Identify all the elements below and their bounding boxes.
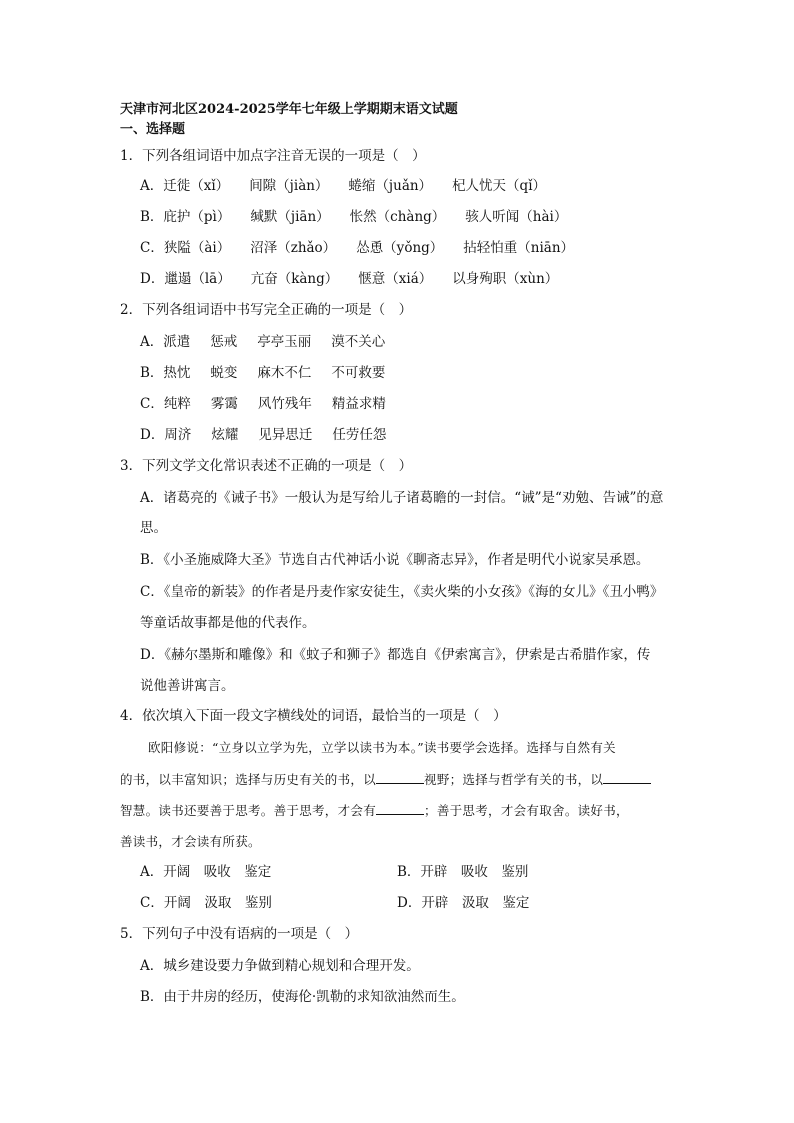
q1-option-c [140, 238, 574, 258]
option-term: 惬意（xiá） [358, 271, 433, 287]
passage-text: ；善于思考，才会有取舍。读好书， [424, 803, 629, 818]
option-term: 麻木不仁 [257, 365, 312, 381]
option-term: C．狭隘（ài） [140, 240, 231, 256]
q5-option-b: B．由于井房的经历，使海伦·凯勒的求知欲油然而生。 [140, 989, 465, 1005]
q3-option-b: B．《小圣施威降大圣》节选自古代神话小说《聊斋志异》，作者是明代小说家吴承恩。 [140, 552, 650, 568]
option-term: 拈轻怕重（niān） [463, 240, 575, 256]
option-term: 不可救要 [331, 365, 386, 381]
q3-option-c-line1: C．《皇帝的新装》的作者是丹麦作家安徒生，《卖火柴的小女孩》《海的女儿》《丑小鸭》 [140, 584, 664, 600]
q4-option-c: C．开阔 汲取 鉴别 [140, 895, 272, 911]
option-term: 缄默（jiān） [250, 209, 330, 225]
option-term: C．纯粹 [140, 396, 191, 412]
q4-option-d: D．开辟 汲取 鉴定 [397, 895, 530, 911]
section-heading: 一、选择题 [120, 122, 186, 137]
exam-title: 天津市河北区2024-2025学年七年级上学期期末语文试题 [120, 102, 458, 117]
option-term: 以身殉职（xùn） [452, 271, 559, 287]
q3-option-c-line2: 等童话故事都是他的代表作。 [140, 615, 316, 631]
q3-option-a-line1: A．诸葛亮的《诫子书》一般认为是写给儿子诸葛瞻的一封信。“诫”是“劝勉、告诫”的意 [140, 490, 664, 506]
option-term: 炫耀 [211, 427, 239, 443]
option-term: 蜕变 [210, 365, 238, 381]
fill-blank-2 [603, 771, 651, 784]
q3-option-d-line2: 说他善讲寓言。 [140, 678, 235, 694]
question-4-stem: 4．依次填入下面一段文字横线处的词语，最恰当的一项是（ ） [120, 708, 507, 724]
question-1-stem: 1．下列各组词语中加点字注音无误的一项是（ ） [120, 148, 426, 164]
q2-option-b [140, 363, 385, 383]
option-term: 间隙（jiàn） [249, 178, 329, 194]
q2-option-c [140, 394, 386, 414]
q2-option-d [140, 425, 386, 445]
q4-passage-line4: 善读书，才会读有所获。 [120, 834, 261, 849]
option-term: 亢奋（kàng） [250, 271, 339, 287]
option-term: D．邋遢（lā） [140, 271, 231, 287]
option-term: 雾霭 [210, 396, 238, 412]
option-term: 杞人忧天（qǐ） [452, 178, 547, 194]
fill-blank-1 [376, 771, 424, 784]
q1-option-d [140, 269, 558, 289]
option-term: A．迁徙（xǐ） [140, 178, 230, 194]
option-term: 任劳任怨 [332, 427, 387, 443]
option-term: 惩戒 [210, 334, 238, 350]
q1-option-a [140, 176, 546, 196]
option-term: 精益求精 [331, 396, 386, 412]
question-3-stem: 3．下列文学文化常识表述不正确的一项是（ ） [120, 458, 413, 474]
q3-option-d-line1: D．《赫尔墨斯和雕像》和《蚊子和狮子》都选自《伊索寓言》，伊索是古希腊作家，传 [140, 647, 651, 663]
q5-option-a: A．城乡建设要力争做到精心规划和合理开发。 [140, 958, 420, 974]
q3-option-a-line2: 思。 [140, 520, 167, 536]
q2-option-a [140, 332, 385, 352]
passage-text: 的书，以丰富知识；选择与历史有关的书，以 [120, 772, 377, 787]
question-5-stem: 5．下列句子中没有语病的一项是（ ） [120, 926, 359, 942]
option-term: 亭亭玉丽 [257, 334, 312, 350]
option-term: 漠不关心 [331, 334, 386, 350]
q4-option-b: B．开辟 吸收 鉴别 [397, 864, 529, 880]
option-term: 沼泽（zhǎo） [250, 240, 337, 256]
passage-text: 智慧。读书还要善于思考。善于思考，才会有 [120, 803, 377, 818]
option-term: B．庇护（pì） [140, 209, 231, 225]
q1-option-b [140, 207, 567, 227]
option-term: 蜷缩（juǎn） [348, 178, 433, 194]
q4-option-a: A．开阔 吸收 鉴定 [140, 864, 272, 880]
passage-text: 视野；选择与哲学有关的书，以 [424, 772, 604, 787]
option-term: 风竹残年 [257, 396, 312, 412]
fill-blank-3 [376, 802, 424, 815]
q4-passage-line1: 欧阳修说：“立身以立学为先，立学以读书为本。”读书要学会选择。选择与自然有关 [148, 740, 616, 755]
option-term: B．热忱 [140, 365, 191, 381]
option-term: 骇人听闻（hài） [465, 209, 568, 225]
option-term: 见异思迁 [258, 427, 313, 443]
option-term: D．周济 [140, 427, 192, 443]
q4-passage-line3 [120, 801, 629, 821]
option-term: A．派遣 [140, 334, 191, 350]
q4-passage-line2 [120, 770, 651, 790]
option-term: 怅然（chàng） [349, 209, 446, 225]
question-2-stem: 2．下列各组词语中书写完全正确的一项是（ ） [120, 302, 413, 318]
option-term: 怂恿（yǒng） [356, 240, 444, 256]
